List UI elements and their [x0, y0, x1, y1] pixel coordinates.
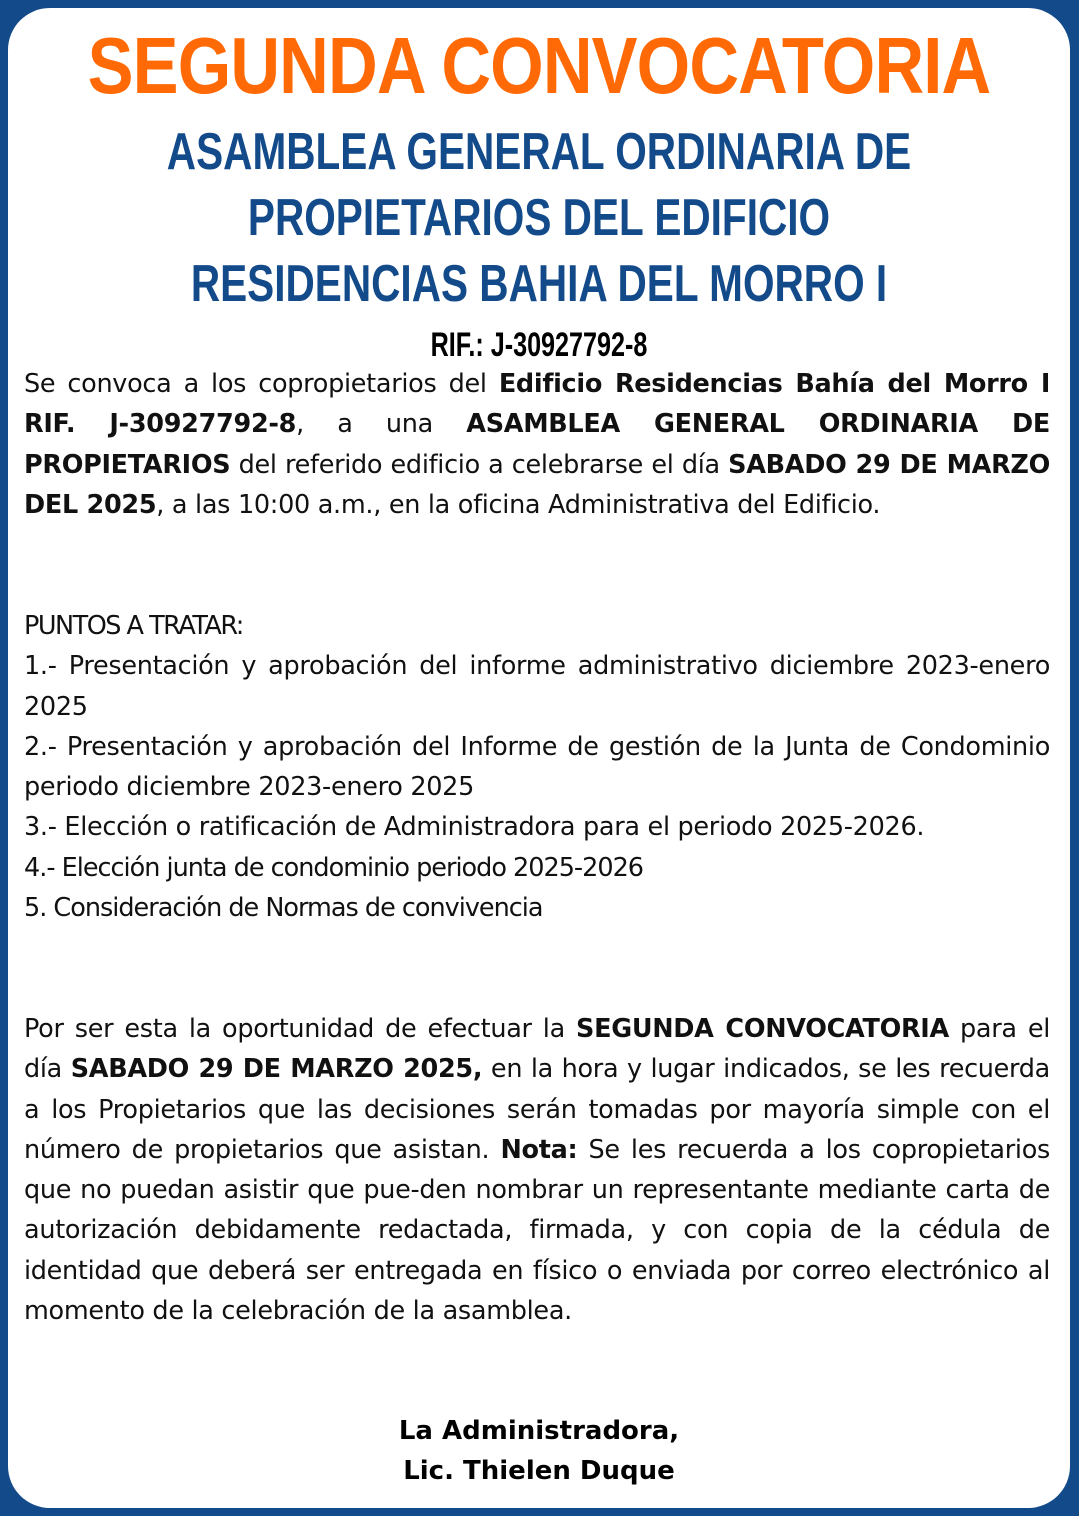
closing-text: Por ser esta la oportunidad de efectuar la	[24, 1014, 577, 1044]
subtitle-line-1: ASAMBLEA GENERAL ORDINARIA DE	[166, 123, 912, 181]
assembly-type: ASAMBLEA GENERAL ORDINARIA DE PROPIETARIOS	[24, 409, 1051, 480]
signature-title: La Administradora,	[398, 1416, 680, 1446]
assembly-date: SABADO 29 DE MARZO DEL 2025	[24, 449, 1050, 520]
notice-title: SEGUNDA CONVOCATORIA	[87, 21, 991, 110]
subtitle-line-2: PROPIETARIOS DEL EDIFICIO	[247, 189, 831, 247]
intro-text: , a una	[296, 409, 467, 440]
closing-text: para el día	[24, 1014, 1051, 1085]
signature-name: Lic. Thielen Duque	[403, 1456, 675, 1486]
intro-text: , a las 10:00 a.m., en la oficina Administrativa del Edificio.	[156, 489, 881, 520]
agenda-item: 1.- Presentación y aprobación del informe administrativo diciembre 2023-enero 2025	[24, 651, 1050, 722]
building-name: Edificio Residencias Bahía del Morro I RIF. J-30927792-8	[24, 369, 1051, 440]
note-label: Nota:	[500, 1134, 578, 1165]
closing-text: en la hora y lugar indicados, se les recuerda a los Propietarios que las decisiones serán tomadas por mayoría simple con el número de propietarios que asistan.	[24, 1054, 1051, 1165]
closing-text: Se les recuerda a los copropietarios que no puedan asistir que pue-den nombrar un representante mediante carta de autorización debidamente redactada, firmada, y con copia de la cédula de identidad que deberá ser entregada en físico o enviada por correo electrónico al momento de la celebración de la asamblea.	[24, 1134, 1050, 1327]
agenda-heading: PUNTOS A TRATAR:	[24, 611, 243, 641]
convocation-date: SABADO 29 DE MARZO 2025,	[70, 1054, 483, 1085]
subtitle-line-3: RESIDENCIAS BAHIA DEL MORRO I	[190, 255, 888, 313]
agenda-section	[24, 606, 1050, 928]
closing-paragraph	[24, 1009, 1050, 1331]
intro-paragraph	[24, 364, 1050, 525]
convocation-emphasis: SEGUNDA CONVOCATORIA	[576, 1014, 949, 1044]
agenda-item: 5. Consideración de Normas de convivencia	[24, 893, 543, 924]
notice-panel	[8, 8, 1070, 1508]
agenda-item: 2.- Presentación y aprobación del Informe de gestión de la Junta de Condominio periodo diciembre 2023-enero 2025	[24, 731, 1050, 803]
agenda-item: 3.- Elección o ratificación de Administradora para el periodo 2025-2026.	[24, 812, 925, 843]
agenda-item: 4.- Elección junta de condominio periodo 2025-2026	[24, 852, 644, 883]
intro-text: Se convoca a los copropietarios del	[24, 369, 499, 399]
intro-text: del referido edificio a celebrarse el día	[230, 449, 729, 480]
rif-number: RIF.: J-30927792-8	[430, 326, 648, 364]
